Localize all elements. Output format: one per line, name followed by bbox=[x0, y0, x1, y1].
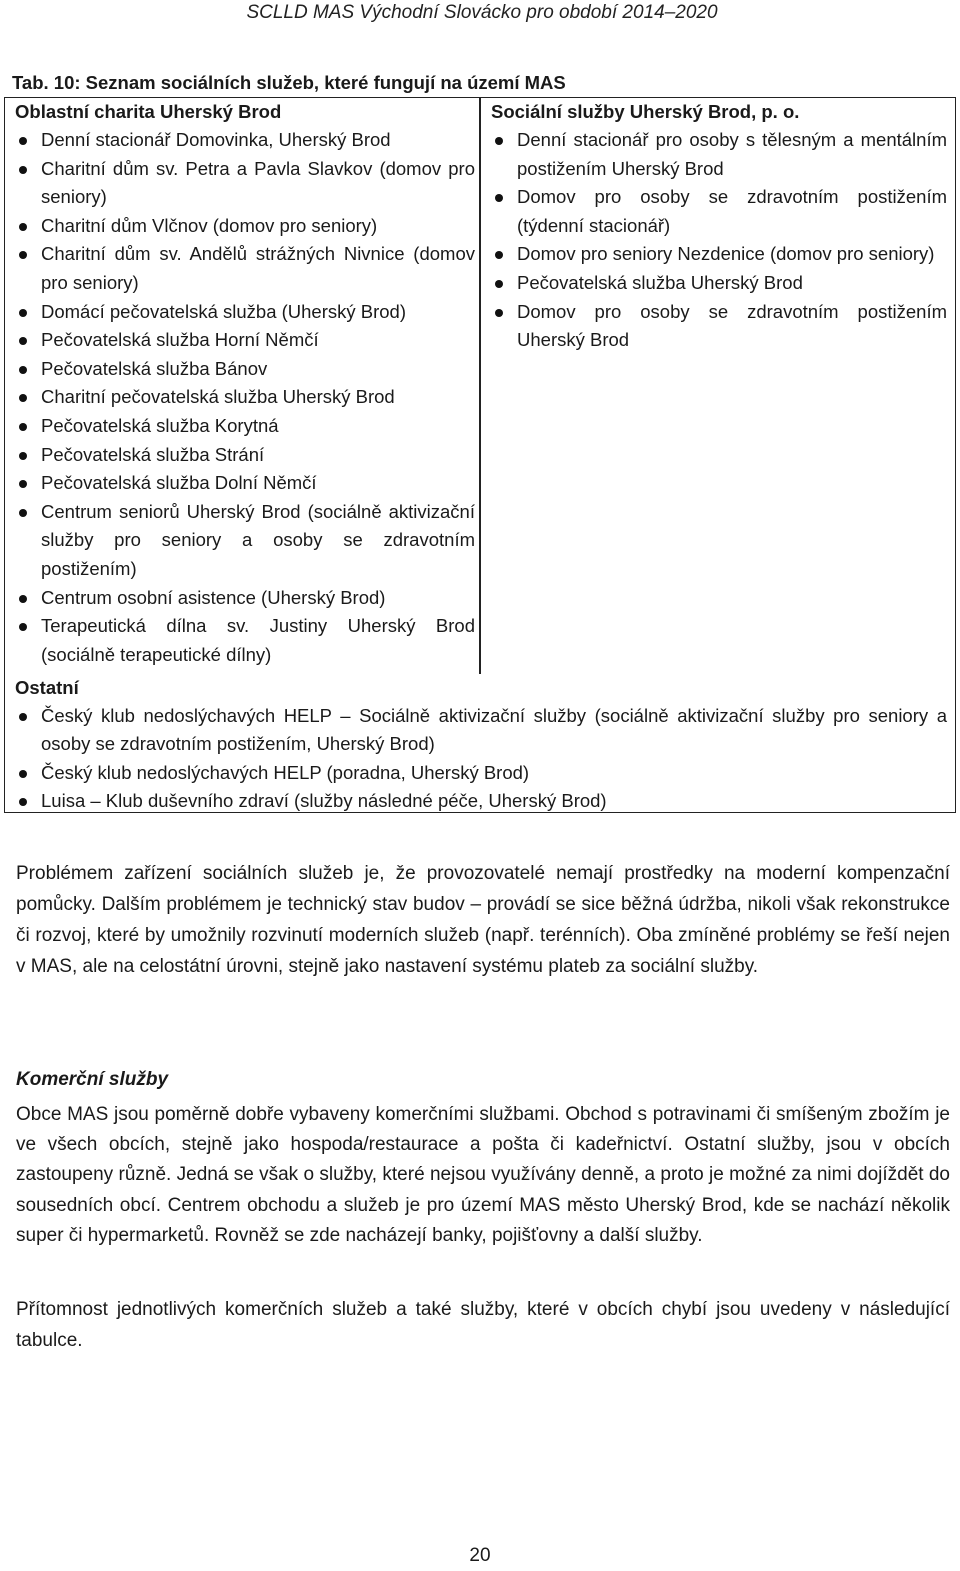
paragraph-commercial: Obce MAS jsou poměrně dobře vybaveny komerčními službami. Obchod s potravinami či smíšeným zbožím je ve všech obcích, stejně jako hospoda/restaurace a pošta či kadeřnictví. Ostatní služby, jsou v obcích zastoupeny různě. Jedná se však o služby, které nejsou využívány denně, a proto je možné za nimi dojíždět do sousedních obcí. Centrem obchodu a služeb je pro území MAS město Uherský Brod, kde se nachází několik super či hypermarketů. Rovněž se zde nacházejí banky, pojišťovny a další služby. bbox=[16, 1104, 950, 1246]
column-divider bbox=[479, 98, 481, 674]
table-caption: Tab. 10: Seznam sociálních služeb, které fungují na území MAS bbox=[12, 72, 566, 93]
header-text: SCLLD MAS Východní Slovácko pro období 2014–2020 bbox=[246, 2, 718, 23]
list-item: Domov pro osoby se zdravotním postižením Uherský Brod bbox=[491, 298, 947, 355]
list-item: Charitní dům sv. Andělů strážných Nivnice (domov pro seniory) bbox=[15, 240, 475, 297]
list-item: Domácí pečovatelská služba (Uherský Brod) bbox=[15, 298, 475, 327]
list-item: Centrum seniorů Uherský Brod (sociálně aktivizační služby pro seniory a osoby se zdravotním postižením) bbox=[15, 498, 475, 584]
section-title: Komerční služby bbox=[16, 1069, 169, 1090]
page-header bbox=[0, 0, 960, 24]
list-item: Domov pro seniory Nezdenice (domov pro seniory) bbox=[491, 240, 947, 269]
list-item: Luisa – Klub duševního zdraví (služby následné péče, Uherský Brod) bbox=[15, 787, 947, 815]
other-title: Ostatní bbox=[15, 677, 79, 698]
left-service-list bbox=[15, 126, 475, 669]
right-service-list bbox=[491, 126, 947, 355]
list-item: Charitní dům sv. Petra a Pavla Slavkov (domov pro seniory) bbox=[15, 155, 475, 212]
right-column-title: Sociální služby Uherský Brod, p. o. bbox=[491, 101, 800, 122]
left-column-title: Oblastní charita Uherský Brod bbox=[15, 101, 282, 122]
list-item: Domov pro osoby se zdravotním postižením (týdenní stacionář) bbox=[491, 183, 947, 240]
list-item: Charitní dům Vlčnov (domov pro seniory) bbox=[15, 212, 475, 241]
list-item: Český klub nedoslýchavých HELP – Sociálně aktivizační služby (sociálně aktivizační služby pro seniory a osoby se zdravotním postižením, Uherský Brod) bbox=[15, 702, 947, 759]
right-column bbox=[491, 98, 947, 355]
page-number: 20 bbox=[469, 1545, 491, 1566]
list-item: Pečovatelská služba Uherský Brod bbox=[491, 269, 947, 298]
list-item: Denní stacionář Domovinka, Uherský Brod bbox=[15, 126, 475, 155]
list-item: Centrum osobní asistence (Uherský Brod) bbox=[15, 584, 475, 613]
paragraph-presence: Přítomnost jednotlivých komerčních služeb a také služby, které v obcích chybí jsou uvedeny v následující tabulce. bbox=[16, 1299, 950, 1351]
list-item: Pečovatelská služba Bánov bbox=[15, 355, 475, 384]
paragraph-problems: Problémem zařízení sociálních služeb je, že provozovatelé nemají prostředky na moderní kompenzační pomůcky. Dalším problémem je technický stav budov – provádí se sice běžná údržba, nikoli však rekonstrukce či rozvoj, které by umožnily rozvinutí moderních služeb (např. terénních). Oba zmíněné problémy se řeší nejen v MAS, ale na celostátní úrovni, stejně jako nastavení systému plateb za sociální služby. bbox=[16, 863, 950, 977]
list-item: Denní stacionář pro osoby s tělesným a mentálním postižením Uherský Brod bbox=[491, 126, 947, 183]
list-item: Pečovatelská služba Horní Němčí bbox=[15, 326, 475, 355]
list-item: Pečovatelská služba Dolní Němčí bbox=[15, 469, 475, 498]
list-item: Charitní pečovatelská služba Uherský Brod bbox=[15, 383, 475, 412]
list-item: Terapeutická dílna sv. Justiny Uherský Brod (sociálně terapeutické dílny) bbox=[15, 612, 475, 669]
other-services bbox=[15, 674, 947, 816]
left-column bbox=[15, 98, 475, 669]
other-service-list bbox=[15, 702, 947, 816]
list-item: Český klub nedoslýchavých HELP (poradna, Uherský Brod) bbox=[15, 759, 947, 787]
services-table bbox=[4, 97, 956, 813]
list-item: Pečovatelská služba Korytná bbox=[15, 412, 475, 441]
list-item: Pečovatelská služba Strání bbox=[15, 441, 475, 470]
